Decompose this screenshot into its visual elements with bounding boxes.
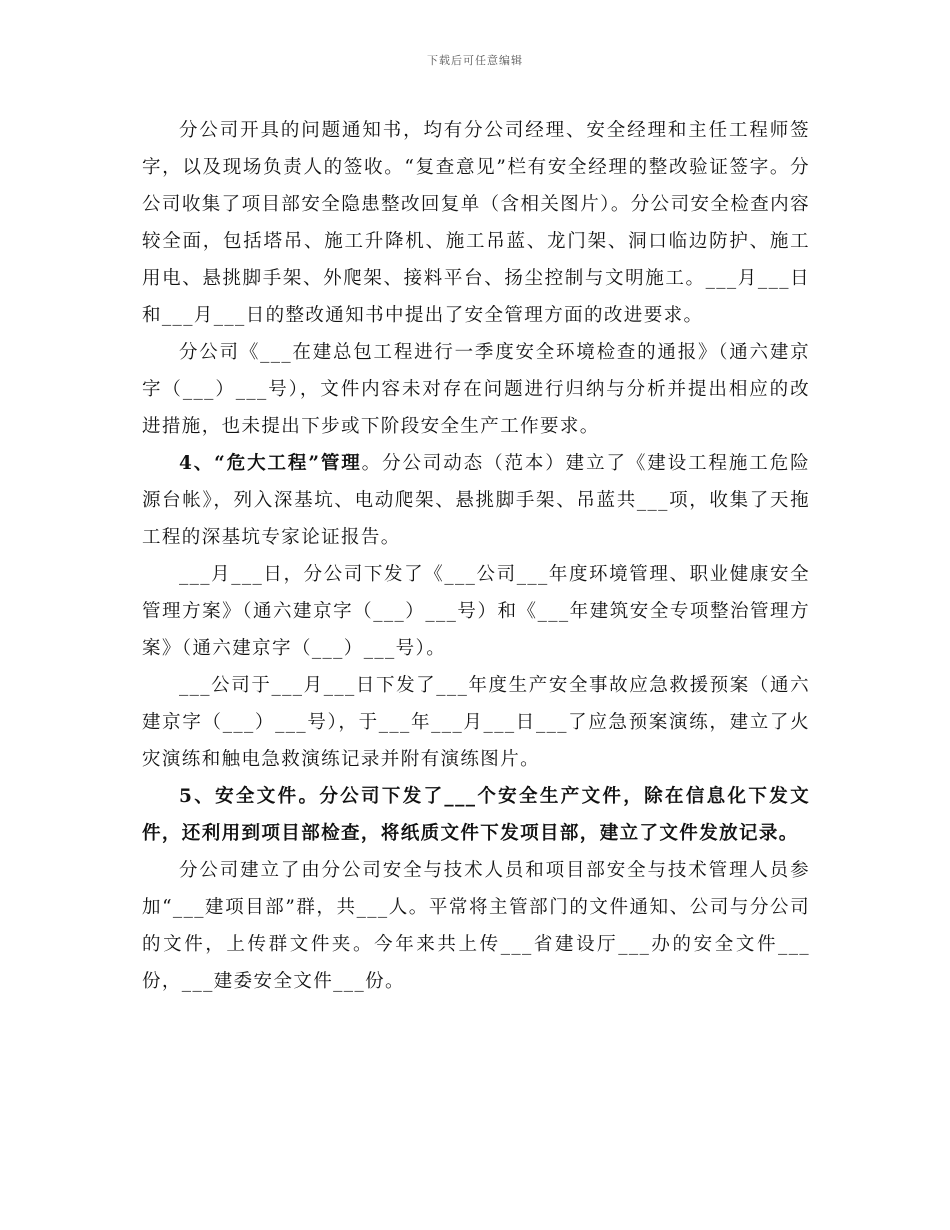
paragraph-inspection-notices: 分公司开具的问题通知书，均有分公司经理、安全经理和主任工程师签字，以及现场负责人的签收。“复查意见”栏有安全经理的整改验证签字。分公司收集了项目部安全隐患整改回复单（含相关图片）。分公司安全检查内容较全面，包括塔吊、施工升降机、施工吊蓝、龙门架、洞口临边防护、施工用电、悬挑脚手架、外爬架、接料平台、扬尘控制与文明施工。___月___日和___月___日的整改通知书中提出了安全管理方面的改进要求。: [142, 120, 810, 326]
paragraph-quarterly-report: 分公司《___在建总包工程进行一季度安全环境检查的通报》（通六建京字（___）___号），文件内容未对存在问题进行归纳与分析并提出相应的改进措施，也未提出下步或下阶段安全生产工作要求。: [142, 342, 810, 437]
paragraph-hazardous-projects-body: 。分公司动态（范本）建立了《建设工程施工危险源台帐》，列入深基坑、电动爬架、悬挑脚手架、吊蓝共___项，收集了天拖工程的深基坑专家论证报告。: [142, 453, 810, 548]
section-heading-hazardous-projects: 4、“危大工程”管理: [179, 453, 362, 474]
page-header: 下载后可任意编辑: [427, 54, 523, 67]
document-body: [142, 112, 810, 1000]
paragraph-management-plans: ___月___日，分公司下发了《___公司___年度环境管理、职业健康安全管理方案》（通六建京字（___）___号）和《___年建筑安全专项整治管理方案》（通六建京字（___）___号）。: [142, 564, 810, 659]
paragraph-safety-documents: 5、安全文件。分公司下发了___个安全生产文件，除在信息化下发文件，还利用到项目部检查，将纸质文件下发项目部，建立了文件发放记录。: [142, 786, 810, 844]
paragraph-hazardous-projects: [142, 445, 810, 556]
paragraph-emergency-plan: ___公司于___月___日下发了___年度生产安全事故应急救援预案（通六建京字（___）___号），于___年___月___日___了应急预案演练，建立了火灾演练和触电急救演练记录并附有演练图片。: [142, 675, 810, 770]
paragraph-group-chat: 分公司建立了由分公司安全与技术人员和项目部安全与技术管理人员参加“___建项目部”群，共___人。平常将主管部门的文件通知、公司与分公司的文件，上传群文件夹。今年来共上传___省建设厅___办的安全文件___份，___建委安全文件___份。: [142, 860, 810, 992]
